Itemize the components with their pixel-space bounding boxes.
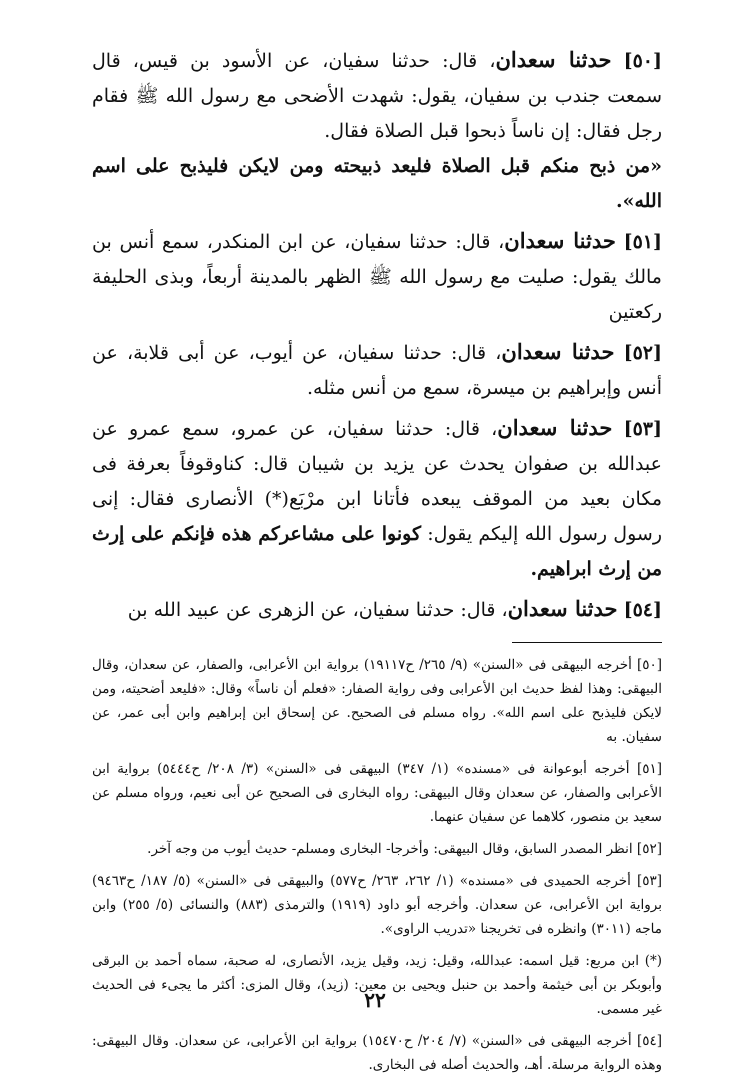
hadith-52 <box>92 334 662 406</box>
hadith-text: ، قال: حدثنا سفيان، عن الأسود بن قيس، قال سمعت جندب بن سفيان، يقول: شهدت الأضحى مع رسول الله ﷺ فقام رجل فقال: إن ناساً ذبحوا قبل الصلاة فقال. <box>92 50 662 142</box>
narrator-name: حدثنا سعدان <box>501 339 615 364</box>
hadith-number: [٥١] <box>623 231 662 253</box>
hadith-number: [٥٤] <box>623 599 662 621</box>
hadith-51 <box>92 223 662 330</box>
hadith-53 <box>92 410 662 587</box>
narrator-name: حدثنا سعدان <box>495 47 612 72</box>
page-number: ٢٢ <box>364 988 386 1012</box>
hadith-text: ، قال: حدثنا سفيان، عن ابن المنكدر، سمع أنس بن مالك يقول: صليت مع رسول الله ﷺ الظهر بالمدينة أربعاً، وبذى الحليفة ركعتين <box>92 231 662 323</box>
footnote-separator <box>512 642 662 643</box>
narrator-name: حدثنا سعدان <box>504 228 616 253</box>
hadith-50 <box>92 42 662 149</box>
hadith-50-quote: «من ذبح منكم قبل الصلاة فليعد ذبيحته ومن لايكن فليذبح على اسم الله». <box>92 155 662 212</box>
footnotes <box>92 653 662 1077</box>
main-text <box>92 42 662 628</box>
footnote-52: [٥٢] انظر المصدر السابق، وقال البيهقى: وأخرجا- البخارى ومسلم- حديث أيوب من وجه آخر. <box>147 841 662 857</box>
hadith-quote: كونوا على مشاعركم هذه فإنكم على إرث من إرث ابراهيم. <box>92 523 662 580</box>
footnote-53: [٥٣] أخرجه الحميدى فى «مسنده» (١/ ٢٦٢، ٢٦٣/ ح٥٧٧) والبيهقى فى «السنن» (٥/ ١٨٧/ ح٩٤٦٣) برواية ابن الأعرابى، عن سعدان. وأخرجه أبو داود (١٩١٩) والترمذى (٨٨٣) والنسائى (٥/ ٢٥٥) وابن ماجه (٣٠١١) وانظره فى تخريجنا «تدريب الراوى». <box>92 873 663 937</box>
narrator-name: حدثنا سعدان <box>497 415 613 440</box>
page-body <box>92 38 662 1085</box>
footnote-51: [٥١] أخرجه أبوعوانة فى «مسنده» (١/ ٣٤٧) البيهقى فى «السنن» (٣/ ٢٠٨/ ح٥٤٤٤) برواية ابن الأعرابى والصفار، عن سعدان وقال البيهقى: رواه البخارى فى الصحيح عن أبى نعيم، ورواه مسلم عن سعيد بن منصور، كلاهما عن سفيان عنهما. <box>92 761 663 825</box>
hadith-text: ، قال: حدثنا سفيان، عن عمرو، سمع عمرو عن عبدالله بن صفوان يحدث عن يزيد بن شيبان قال: كناوقوفاً بعرفة فى مكان بعيد من الموقف يبعده فأتانا ابن مرْبَع(*) الأنصارى فقال: إنى رسول رسول الله إليكم يقول: <box>92 418 662 545</box>
footnote-50: [٥٠] أخرجه البيهقى فى «السنن» (٩/ ٢٦٥/ ح١٩١١٧) برواية ابن الأعرابى، والصفار، عن سعدان، وقال البيهقى: وهذا لفظ حديث ابن الأعرابى وفى رواية الصفار: «فعلم أن ناساً» وقال: «فليعد أضحيته، ومن لايكن فليذبح على اسم الله». رواه مسلم فى الصحيح. عن إسحاق ابن إبراهيم وابن أبى عمر، عن سفيان. به <box>92 657 663 745</box>
hadith-text: ، قال: حدثنا سفيان، عن الزهرى عن عبيد الله بن <box>127 599 508 621</box>
hadith-text: ، قال: حدثنا سفيان، عن أيوب، عن أبى قلابة، عن أنس وإبراهيم بن ميسرة، سمع من أنس مثله. <box>92 342 662 399</box>
hadith-number: [٥٠] <box>623 50 663 72</box>
footnote-54: [٥٤] أخرجه البيهقى فى «السنن» (٧/ ٢٠٤/ ح١٥٤٧٠) برواية ابن الأعرابى، عن سعدان. وقال البيهقى: وهذه الرواية مرسلة. أهـ، والحديث أصله فى البخارى. <box>92 1033 663 1073</box>
hadith-number: [٥٢] <box>623 342 663 364</box>
footnote-star: (*) ابن مربع: قيل اسمه: عبدالله، وقيل: زيد، وقيل يزيد، الأنصارى، له صحبة، سماه أحمد بن البرقى وأبوبكر بن أبى خيثمة وأحمد بن حنبل ويحيى بن معين: (زيد)، وقال المزى: أكثر ما يجىء فى الحديث غير مسمى. <box>92 953 662 1017</box>
narrator-name: حدثنا سعدان <box>507 596 618 621</box>
hadith-number: [٥٣] <box>623 418 662 440</box>
hadith-54 <box>92 591 662 628</box>
